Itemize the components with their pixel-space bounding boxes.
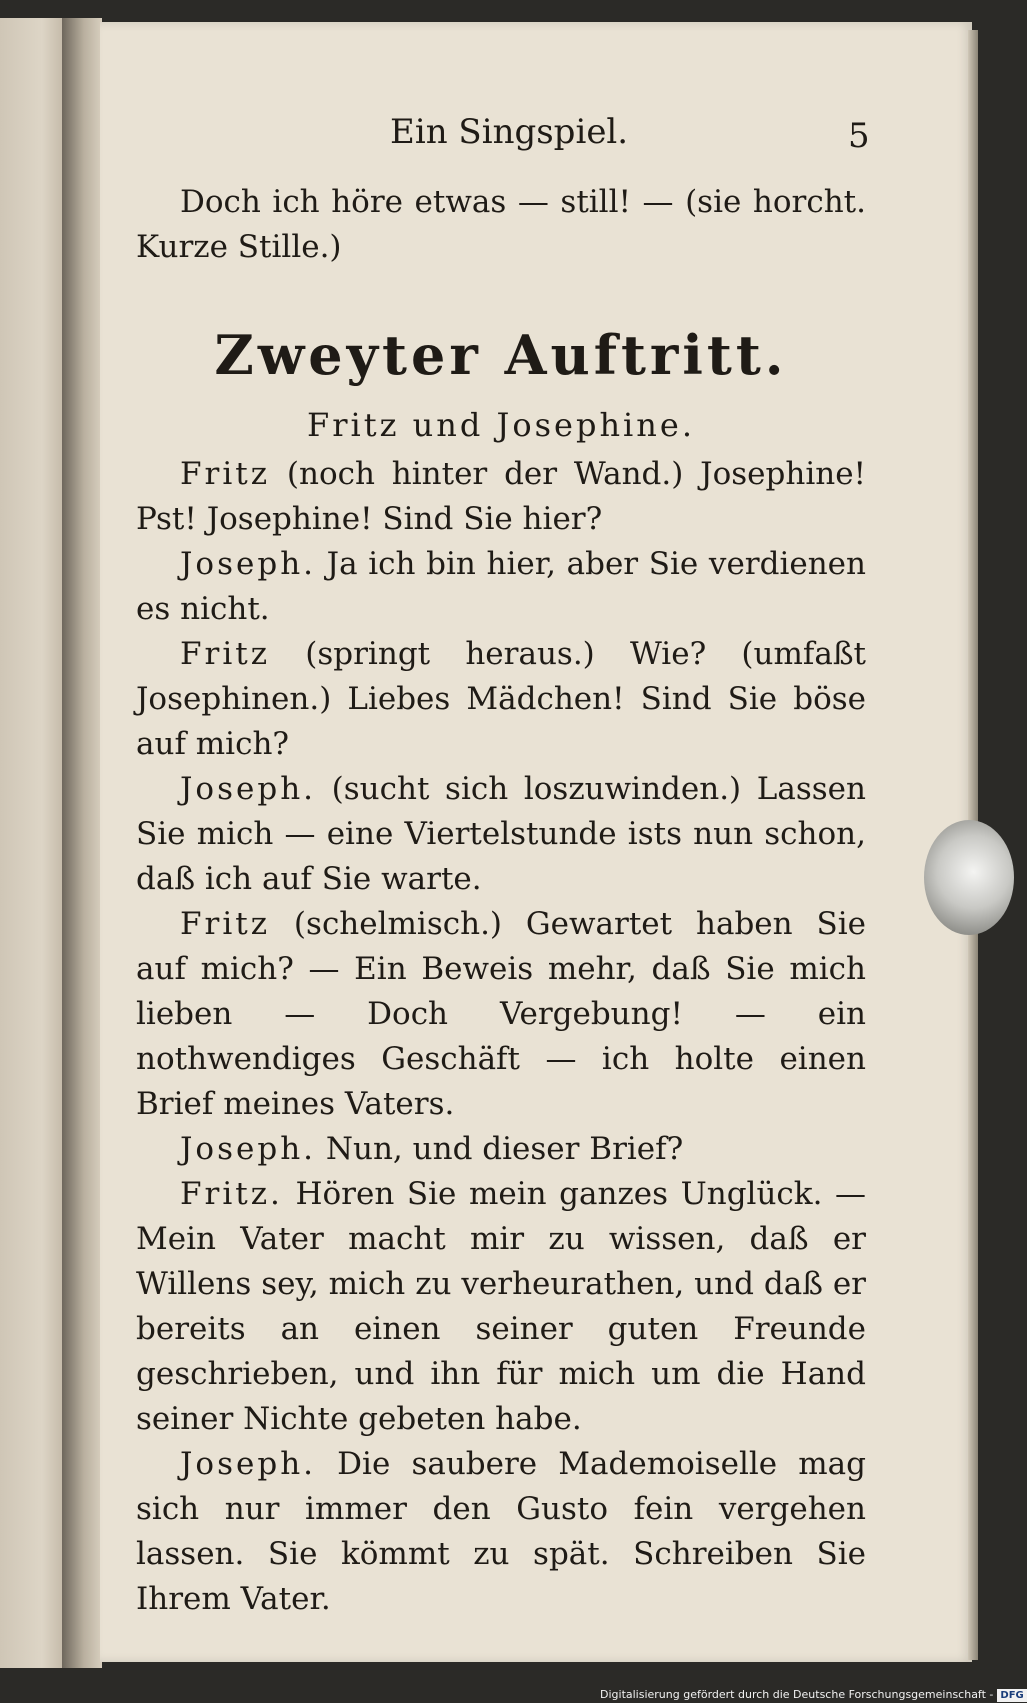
dialogue-passage	[136, 1172, 866, 1442]
speaker-name: Fritz.	[180, 1176, 283, 1212]
speaker-name: Fritz	[180, 636, 271, 672]
scene-title: Zweyter Auftritt.	[214, 323, 788, 387]
speech-text: Die saubere Mademoiselle mag sich nur immer den Gusto fein vergehen lassen. Sie kömmt zu spät. Schreiben Sie Ihrem Vater.	[136, 1446, 866, 1617]
speech-text: (sucht sich loszuwinden.) Lassen Sie mich — eine Viertelstunde ists nun schon, daß ich auf Sie warte.	[136, 771, 866, 897]
speech-text: (schelmisch.) Gewartet haben Sie auf mich? — Ein Beweis mehr, daß Sie mich lieben — Doch Vergebung! — ein nothwendiges Geschäft — ich holte einen Brief meines Vaters.	[136, 906, 866, 1122]
speech-text: Ja ich bin hier, aber Sie verdienen es nicht.	[136, 546, 866, 627]
scene-persons: Fritz und Josephine.	[307, 406, 695, 444]
page-header	[100, 112, 920, 162]
book-gutter	[62, 18, 102, 1668]
dialogue-passage	[136, 452, 866, 542]
page-number: 5	[848, 116, 870, 156]
dialogue-passage	[136, 902, 866, 1127]
speaker-name: Joseph.	[180, 1446, 317, 1482]
dialogue-passage	[136, 1127, 866, 1172]
speaker-name: Joseph.	[180, 546, 317, 582]
speech-text: (noch hinter der Wand.) Josephine! Pst! Josephine! Sind Sie hier?	[136, 456, 866, 537]
dialogue-passage	[136, 767, 866, 902]
speaker-name: Fritz	[180, 456, 271, 492]
digitization-credit	[600, 1686, 1024, 1703]
dialogue-passage	[136, 1442, 866, 1622]
speech-text: Hören Sie mein ganzes Unglück. — Mein Vater macht mir zu wissen, daß er Willens sey, mich zu verheurathen, und daß er bereits an einen seiner guten Freunde geschrieben, und ihn für mich um die Hand seiner Nichte gebeten habe.	[136, 1176, 866, 1437]
speaker-name: Fritz	[180, 906, 271, 942]
running-title: Ein Singspiel.	[390, 112, 629, 152]
dialogue-passage	[136, 542, 866, 632]
credit-text: Digitalisierung gefördert durch die Deutsche Forschungsgemeinschaft -	[600, 1688, 994, 1701]
speech-text: Nun, und dieser Brief?	[316, 1131, 684, 1167]
speaker-name: Joseph.	[180, 771, 317, 807]
page-text	[136, 180, 866, 1622]
facing-page-edge	[0, 18, 70, 1668]
dfg-logo: DFG	[997, 1689, 1026, 1702]
dialogue-passage	[136, 632, 866, 767]
page-clip	[924, 820, 1014, 935]
speech-text: (springt heraus.) Wie? (umfaßt Josephinen.) Liebes Mädchen! Sind Sie böse auf mich?	[136, 636, 866, 762]
speaker-name: Joseph.	[180, 1131, 317, 1167]
opening-line: Doch ich höre etwas — still! — (sie horcht. Kurze Stille.)	[136, 184, 866, 265]
